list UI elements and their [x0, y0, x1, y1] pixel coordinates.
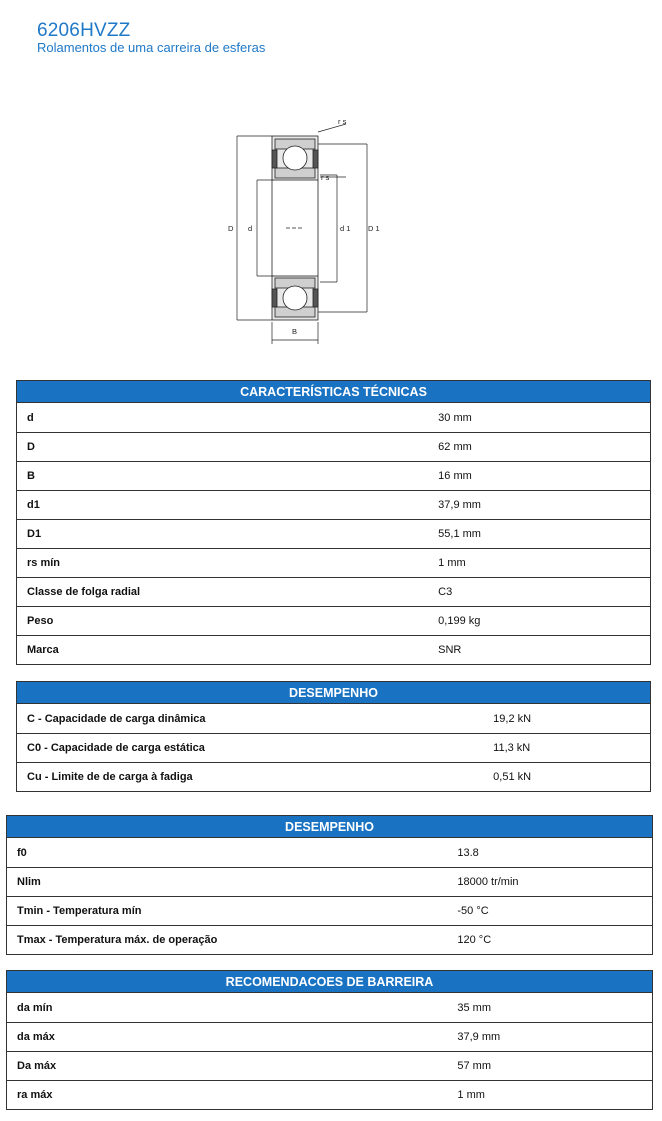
row-label: d1 — [27, 499, 40, 511]
performance-load-table — [16, 681, 651, 792]
table-row — [17, 635, 650, 664]
table-row — [7, 838, 652, 867]
row-value: 19,2 kN — [493, 712, 532, 725]
technical-characteristics-table — [16, 380, 651, 665]
table-row — [7, 925, 652, 954]
row-label: D1 — [27, 528, 42, 540]
table-header: DESEMPENHO — [17, 682, 650, 704]
table-row — [7, 896, 652, 925]
table-row — [17, 403, 650, 432]
label-B: B — [292, 327, 298, 336]
row-label: d — [27, 411, 34, 424]
table-row — [7, 1022, 652, 1051]
product-title: 6206HVZZ — [37, 20, 131, 41]
row-value: 55,1 mm — [438, 528, 481, 540]
row-value: 0,199 kg — [438, 615, 481, 627]
product-subtitle: Rolamentos de uma carreira de esferas — [37, 40, 266, 55]
row-value: 1 mm — [457, 1089, 485, 1101]
row-label: D — [27, 441, 35, 453]
row-value: 18000 tr/min — [457, 876, 519, 888]
row-label: Da máx — [17, 1060, 57, 1072]
row-value: 11,3 kN — [493, 742, 531, 754]
row-label: rs mín — [27, 557, 61, 569]
row-value: 35 mm — [457, 1001, 492, 1014]
row-label: B — [27, 470, 35, 482]
row-value: 57 mm — [457, 1060, 492, 1072]
label-d1: d 1 — [340, 224, 351, 233]
table-row — [17, 490, 650, 519]
row-label: Tmin - Temperatura mín — [17, 905, 142, 917]
row-label: Classe de folga radial — [27, 586, 141, 598]
table-row — [7, 1080, 652, 1109]
row-value: 13.8 — [457, 846, 479, 859]
row-value: 30 mm — [438, 411, 472, 424]
row-label: Peso — [27, 615, 54, 627]
label-D: D — [228, 224, 234, 233]
row-label: C - Capacidade de carga dinâmica — [27, 712, 206, 725]
row-value: 1 mm — [438, 557, 466, 569]
label-rs-top: r s — [338, 117, 347, 126]
bearing-cross-section-diagram — [220, 112, 390, 352]
row-label: da mín — [17, 1001, 53, 1014]
row-value: 16 mm — [438, 470, 472, 482]
row-label: Marca — [27, 644, 59, 656]
row-value: 120 °C — [457, 934, 492, 946]
row-label: C0 - Capacidade de carga estática — [27, 742, 205, 754]
row-label: Tmax - Temperatura máx. de operação — [17, 934, 218, 946]
table-row — [17, 606, 650, 635]
row-value: 62 mm — [438, 441, 472, 453]
table-row — [17, 577, 650, 606]
table-row — [7, 867, 652, 896]
table-header: CARACTERÍSTICAS TÉCNICAS — [17, 381, 650, 403]
table-row — [17, 548, 650, 577]
table-row — [7, 1051, 652, 1080]
row-label: Nlim — [17, 876, 41, 888]
table-row — [17, 704, 650, 733]
table-row — [17, 461, 650, 490]
row-label: Cu - Limite de de carga à fadiga — [27, 771, 193, 783]
label-d: d — [248, 224, 253, 233]
row-value: SNR — [438, 644, 462, 656]
row-label: ra máx — [17, 1089, 53, 1101]
label-D1: D 1 — [368, 224, 380, 233]
performance-speed-temperature-table — [6, 815, 653, 955]
row-value: 37,9 mm — [438, 499, 481, 511]
table-header: RECOMENDACOES DE BARREIRA — [7, 971, 652, 993]
row-label: da máx — [17, 1031, 55, 1043]
table-row — [17, 519, 650, 548]
row-label: f0 — [17, 846, 27, 859]
table-row — [17, 733, 650, 762]
row-value: 0,51 kN — [493, 771, 532, 783]
row-value: 37,9 mm — [457, 1031, 501, 1043]
barrier-recommendations-table — [6, 970, 653, 1110]
row-value: -50 °C — [457, 905, 489, 917]
table-header: DESEMPENHO — [7, 816, 652, 838]
row-value: C3 — [438, 586, 453, 598]
table-row — [7, 993, 652, 1022]
table-row — [17, 762, 650, 791]
table-row — [17, 432, 650, 461]
label-rs-mid: r s — [321, 173, 330, 182]
